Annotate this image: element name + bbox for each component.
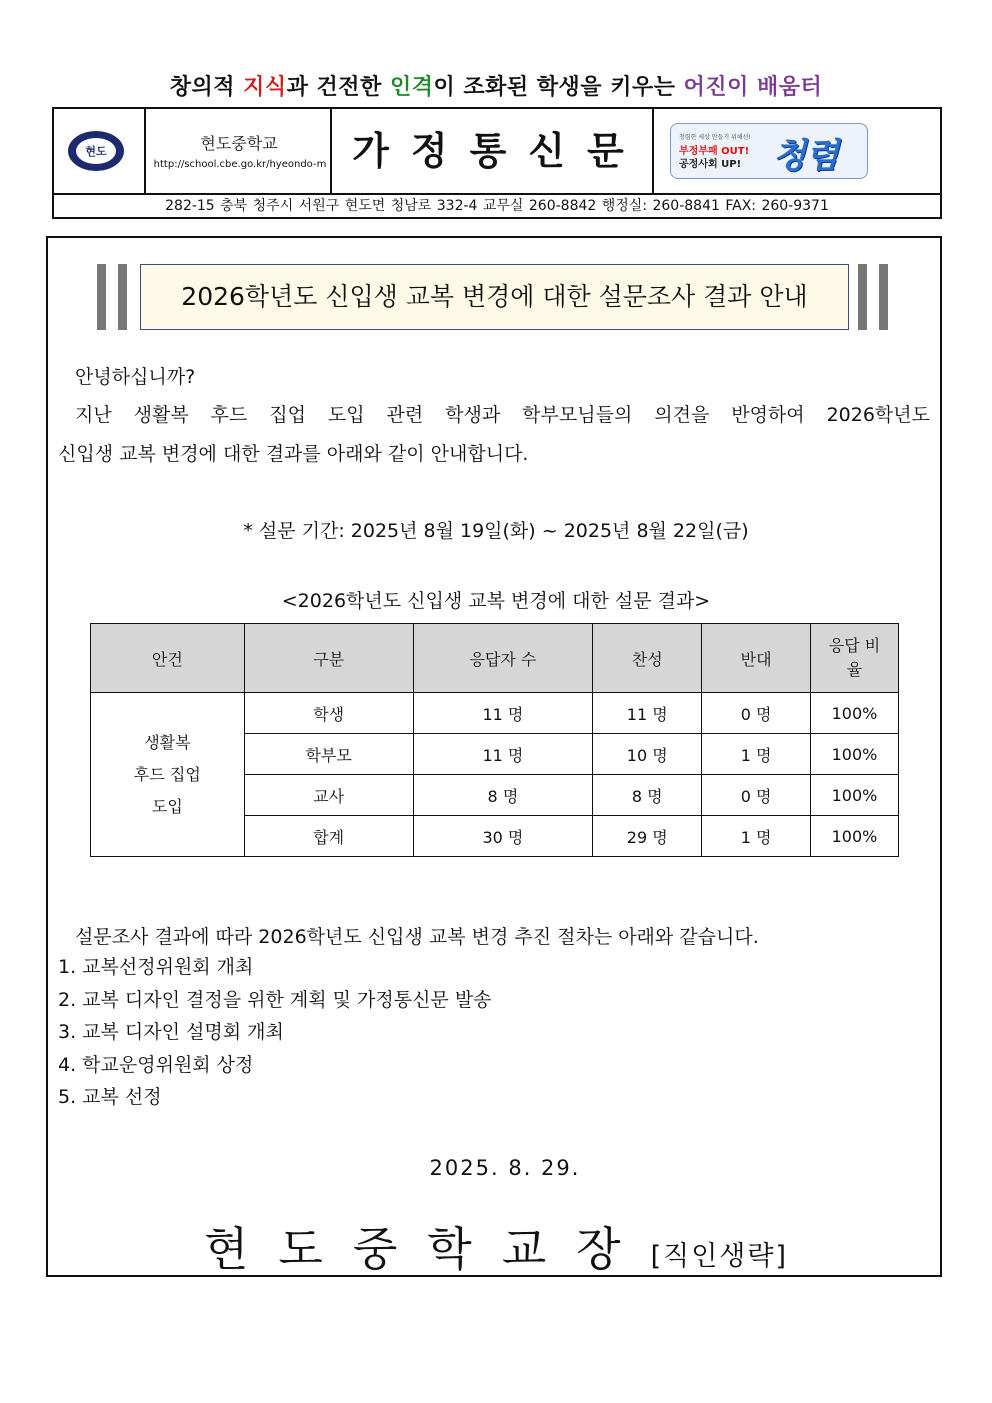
body-line-2: 신입생 교복 변경에 대한 결과를 아래와 같이 안내합니다.: [58, 443, 529, 465]
list-item: 1. 교복선정위원회 개최: [58, 956, 254, 978]
procedure-steps: [58, 954, 492, 1117]
table-cell: 100%: [811, 775, 899, 816]
list-item: 2. 교복 디자인 결정을 위한 계획 및 가정통신문 발송: [58, 988, 492, 1011]
title-bar-right: [858, 264, 890, 330]
greeting: 안녕하십니까?: [75, 366, 196, 388]
motto-knowledge: 지식: [243, 75, 287, 100]
table-cell: 1 명: [702, 816, 811, 857]
header-category: 구분: [244, 624, 413, 693]
logo-cell: [54, 109, 146, 193]
badge-line1: 부정부패 OUT!: [679, 146, 750, 157]
agenda-cell: [91, 693, 245, 857]
table-header-row: [91, 624, 899, 693]
table-cell: 0 명: [702, 693, 811, 734]
school-name: 현도중학교: [200, 134, 278, 153]
agenda-line: 후드 집업: [133, 764, 201, 784]
header-agree: 찬성: [593, 624, 702, 693]
list-item: 4. 학교운영위원회 상정: [58, 1053, 254, 1076]
survey-result-table: [90, 623, 899, 857]
motto-part1: 창의적: [169, 75, 244, 100]
header-respondents: 응답자 수: [413, 624, 593, 693]
motto-part3: 과 건전한: [286, 75, 390, 100]
school-address: 282-15 충북 청주시 서원구 현도면 청남로 332-4 교무실 260-8842 행정실: 260-8841 FAX: 260-9371: [165, 198, 829, 214]
header-agenda: 안건: [91, 624, 245, 693]
letterhead-top-row: [54, 109, 940, 195]
school-logo: [68, 131, 124, 171]
table-cell: 11 명: [593, 693, 702, 734]
title-bar-left: [97, 264, 129, 330]
school-logo-text: 현도: [76, 138, 116, 164]
table-cell: 1 명: [702, 734, 811, 775]
motto-part5: 이 조화된 학생을 키우는: [433, 75, 684, 100]
table-cell: 합계: [244, 816, 413, 857]
table-cell: 30 명: [413, 816, 593, 857]
table-cell: 11 명: [413, 734, 593, 775]
table-cell: 학부모: [244, 734, 413, 775]
list-item: 3. 교복 디자인 설명회 개최: [58, 1021, 284, 1044]
body-line-1: 지난 생활복 후드 집업 도입 관련 학생과 학부모님들의 의견을 반영하여 2026학년도: [75, 404, 930, 426]
table-cell: 10 명: [593, 734, 702, 775]
list-item: 5. 교복 선정: [58, 1086, 162, 1109]
survey-period: * 설문 기간: 2025년 8월 19일(화) ~ 2025년 8월 22일(금): [243, 520, 749, 542]
school-motto: [0, 70, 992, 101]
principal-signature: [0, 1213, 992, 1279]
table-cell: 학생: [244, 693, 413, 734]
table-cell: 교사: [244, 775, 413, 816]
motto-character: 인격: [389, 75, 434, 100]
procedure-heading: 설문조사 결과에 따라 2026학년도 신입생 교복 변경 추진 절차는 아래와 같습니다.: [75, 926, 759, 948]
badge-line2: 공정사회 UP!: [679, 159, 742, 170]
table-cell: 11 명: [413, 693, 593, 734]
table-cell: 100%: [811, 816, 899, 857]
integrity-badge-cell: [654, 109, 940, 193]
school-info-cell: [146, 109, 332, 193]
letterhead: [52, 107, 942, 219]
table-cell: 29 명: [593, 816, 702, 857]
table-cell: 100%: [811, 734, 899, 775]
notice-title: 2026학년도 신입생 교복 변경에 대한 설문조사 결과 안내: [140, 264, 849, 330]
integrity-badge: [670, 123, 868, 179]
motto-school: 어진이 배움터: [683, 75, 823, 100]
header-disagree: 반대: [702, 624, 811, 693]
issue-date: 2025. 8. 29.: [429, 1156, 581, 1180]
table-row: [91, 693, 899, 734]
title-cell: [332, 109, 654, 193]
badge-small-text: 청렴한 세상 만들기 위해선!: [679, 134, 751, 141]
header-ratio: 응답 비율: [811, 624, 899, 693]
agenda-line: 생활복: [144, 732, 191, 752]
table-cell: 100%: [811, 693, 899, 734]
agenda-line: 도입: [151, 796, 183, 816]
seal-note: [직인생략]: [650, 1241, 789, 1272]
table-cell: 8 명: [413, 775, 593, 816]
newsletter-title: 가정통신문: [352, 129, 646, 173]
principal-name: 현도중학교장: [203, 1222, 651, 1276]
school-url[interactable]: http://school.cbe.go.kr/hyeondo-m: [153, 159, 327, 170]
table-cell: 8 명: [593, 775, 702, 816]
table-cell: 0 명: [702, 775, 811, 816]
badge-word: 청렴: [773, 136, 839, 176]
table-title: <2026학년도 신입생 교복 변경에 대한 설문 결과>: [281, 590, 711, 612]
